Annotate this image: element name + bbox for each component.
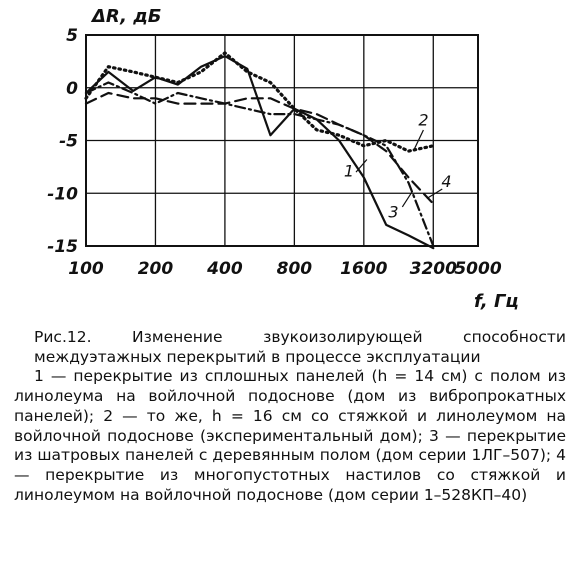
y-tick-label: -10 [47, 184, 78, 205]
series-line-1 [86, 56, 433, 248]
y-tick-label: 0 [66, 78, 78, 99]
curve-label-1: 1 [343, 161, 355, 181]
caption-body: 1 — перекрытие из сплошных панелей (h = 14 см) с полом из линолеума на войлочной подоснове (дом из вибропрокатных панелей); 2 — то же, h = 16 см со стяжкой и линолеумом на войлочной подоснове (экспериментальный дом); 3 — перекрытие из шатровых панелей с деревянным полом (дом серии 1ЛГ–507); 4 — перекрытие из многопустотных настилов со стяжкой и линолеумом на войлочной подоснове (дом серии 1–528КП–40) [14, 367, 566, 504]
x-tick-label: 800 [276, 259, 313, 279]
x-tick-label: 3200 [409, 259, 457, 279]
grid [86, 35, 478, 246]
leader-line-1 [356, 159, 367, 172]
x-tick-label: 5000 [454, 259, 502, 279]
y-tick-label: -5 [59, 131, 78, 152]
figure-caption [14, 328, 566, 505]
series-line-4 [86, 93, 433, 204]
x-tick-label: 200 [137, 259, 174, 279]
x-tick-label: 100 [68, 259, 104, 279]
curve-label-4: 4 [441, 171, 452, 191]
x-tick-label: 1600 [340, 259, 388, 279]
x-tick-labels [68, 259, 502, 279]
curve-label-3: 3 [388, 202, 399, 222]
caption-title: Рис.12. Изменение звукоизолирующей способности междуэтажных перекрытий в процессе эксплуатации [34, 328, 566, 366]
y-tick-labels [47, 26, 78, 257]
x-axis-label: f, Гц [474, 291, 519, 312]
y-axis-label: ΔR, дБ [92, 6, 162, 27]
y-tick-label: 5 [66, 26, 78, 46]
curve-label-2: 2 [418, 110, 429, 130]
leader-line-2 [414, 130, 423, 149]
y-tick-label: -15 [47, 237, 78, 257]
series-group [86, 53, 433, 248]
x-tick-label: 400 [207, 259, 243, 279]
